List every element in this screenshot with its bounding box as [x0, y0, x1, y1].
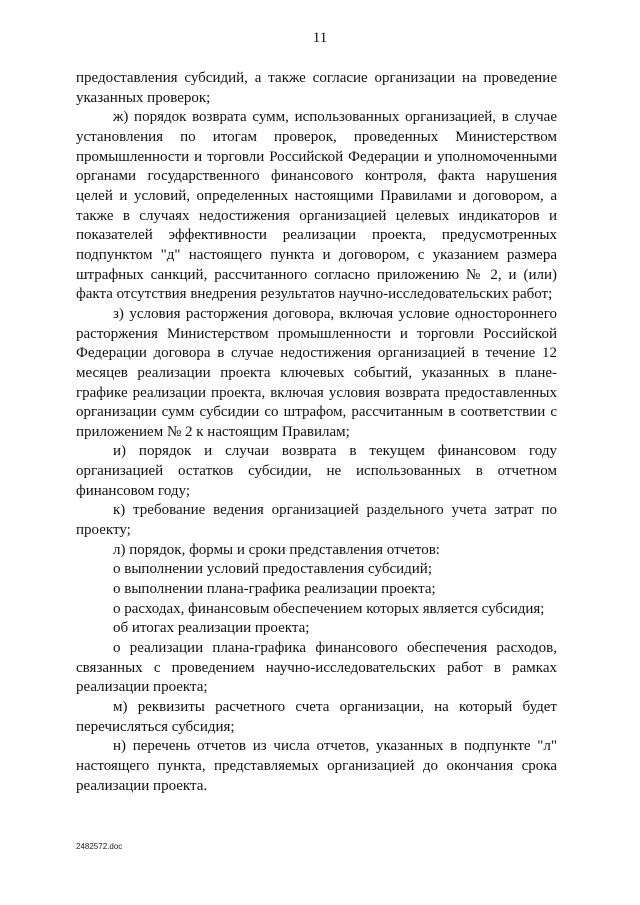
paragraph-continuation: предоставления субсидий, а также согласие организации на проведение указанных проверок;: [76, 70, 557, 106]
document-body: [76, 69, 557, 796]
paragraph-m: м) реквизиты расчетного счета организации, на который будет перечисляться субсидия;: [76, 699, 557, 735]
footer-document-code: 2482572.doc: [76, 842, 123, 851]
paragraph-l-item-2: о выполнении плана-графика реализации проекта;: [113, 581, 436, 598]
paragraph-l-item-1: о выполнении условий предоставления субсидий;: [113, 561, 432, 578]
paragraph-l: л) порядок, формы и сроки представления отчетов:: [113, 541, 440, 558]
paragraph-l-item-3: о расходах, финансовым обеспечением которых является субсидия;: [113, 600, 545, 617]
paragraph-n: н) перечень отчетов из числа отчетов, указанных в подпункте "л" настоящего пункта, представляемых организацией до окончания срока реализации проекта.: [76, 738, 557, 794]
paragraph-l-item-5: о реализации плана-графика финансового обеспечения расходов, связанных с проведением научно-исследовательских работ в рамках реализации проекта;: [76, 640, 557, 696]
page-number: 11: [312, 30, 328, 46]
paragraph-zh: ж) порядок возврата сумм, использованных организацией, в случае установления по итогам проверок, проведенных Министерством промышленности и торговли Российской Федерации и уполномоченными органами государственного финансового контроля, факта нарушения целей и условий, определенных настоящими Правилами и договором, а также в случаях недостижения организацией целевых индикаторов и показателей эффективности реализации проекта, предусмотренных подпунктом "д" настоящего пункта и договором, с указанием размера штрафных санкций, рассчитанного согласно приложению № 2, и (или) факта отсутствия внедрения результатов научно-исследовательских работ;: [76, 109, 557, 303]
paragraph-i: и) порядок и случаи возврата в текущем финансовом году организацией остатков субсидии, не использованных в отчетном финансовом году;: [76, 443, 557, 499]
paragraph-l-item-4: об итогах реализации проекта;: [113, 620, 310, 637]
paragraph-k: к) требование ведения организацией раздельного учета затрат по проекту;: [76, 502, 557, 539]
paragraph-z: з) условия расторжения договора, включая условие одностороннего расторжения Министерством промышленности и торговли Российской Федерации договора в случае недостижения организацией в течение 12 месяцев реализации проекта ключевых событий, указанных в плане-графике реализации проекта, включая условия возврата предоставленных организации сумм субсидии со штрафом, рассчитанным в соответствии с приложением № 2 к настоящим Правилам;: [76, 305, 557, 440]
